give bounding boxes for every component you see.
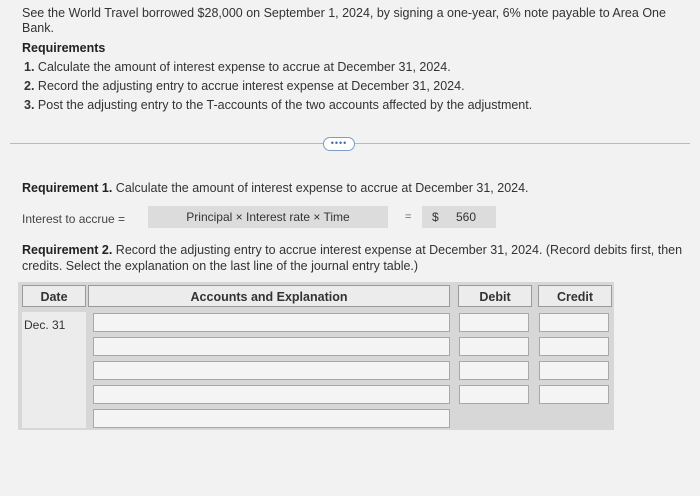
interest-to-accrue-label: Interest to accrue = [22,212,126,226]
date-column-header: Date [22,285,86,307]
entry-date: Dec. 31 [24,318,66,332]
requirements-title: Requirements [22,41,106,55]
requirement-item [24,77,532,96]
interest-value: 560 [455,210,476,224]
credit-input-1[interactable] [539,313,609,332]
date-cell [22,312,86,428]
credit-input-4[interactable] [539,385,609,404]
requirement-2-heading [22,242,692,274]
debit-input-4[interactable] [459,385,529,404]
account-input-4[interactable] [93,385,450,404]
requirement-2-label: Requirement 2. [22,243,113,257]
debit-column-header: Debit [458,285,532,307]
requirement-2-text: Record the adjusting entry to accrue interest expense at December 31, 2024. (Record debits first, then credits. Select the explanation on the last line of the journal entry table.) [22,243,683,273]
debit-input-1[interactable] [459,313,529,332]
expand-collapse-button[interactable]: •••• [323,137,355,151]
requirement-number: 3. [24,98,35,112]
equals-sign: = [405,211,412,223]
problem-statement: See the World Travel borrowed $28,000 on September 1, 2024, by signing a one-year, 6% note payable to Area One Bank. [22,6,666,35]
credit-input-2[interactable] [539,337,609,356]
requirement-item [24,58,532,77]
requirement-text: Post the adjusting entry to the T-accounts of the two accounts affected by the adjustment. [37,98,533,112]
interest-formula: Principal × Interest rate × Time [148,206,388,228]
account-input-3[interactable] [93,361,450,380]
requirement-item [24,96,532,115]
journal-entry-table [18,282,614,430]
requirement-number: 1. [24,60,35,74]
requirement-1-text: Calculate the amount of interest expense to accrue at December 31, 2024. [112,181,529,195]
requirement-text: Record the adjusting entry to accrue interest expense at December 31, 2024. [37,79,465,93]
requirement-text: Calculate the amount of interest expense to accrue at December 31, 2024. [37,60,451,74]
requirement-number: 2. [24,79,35,93]
interest-result-field[interactable] [422,206,496,228]
requirement-1-heading [22,181,529,195]
account-input-1[interactable] [93,313,450,332]
requirement-1-label: Requirement 1. [22,181,113,195]
requirements-list [24,58,532,115]
explanation-input[interactable] [93,409,450,428]
credit-input-3[interactable] [539,361,609,380]
currency-symbol: $ [432,210,439,224]
debit-input-2[interactable] [459,337,529,356]
credit-column-header: Credit [538,285,612,307]
debit-input-3[interactable] [459,361,529,380]
account-input-2[interactable] [93,337,450,356]
account-column-header: Accounts and Explanation [88,285,450,307]
